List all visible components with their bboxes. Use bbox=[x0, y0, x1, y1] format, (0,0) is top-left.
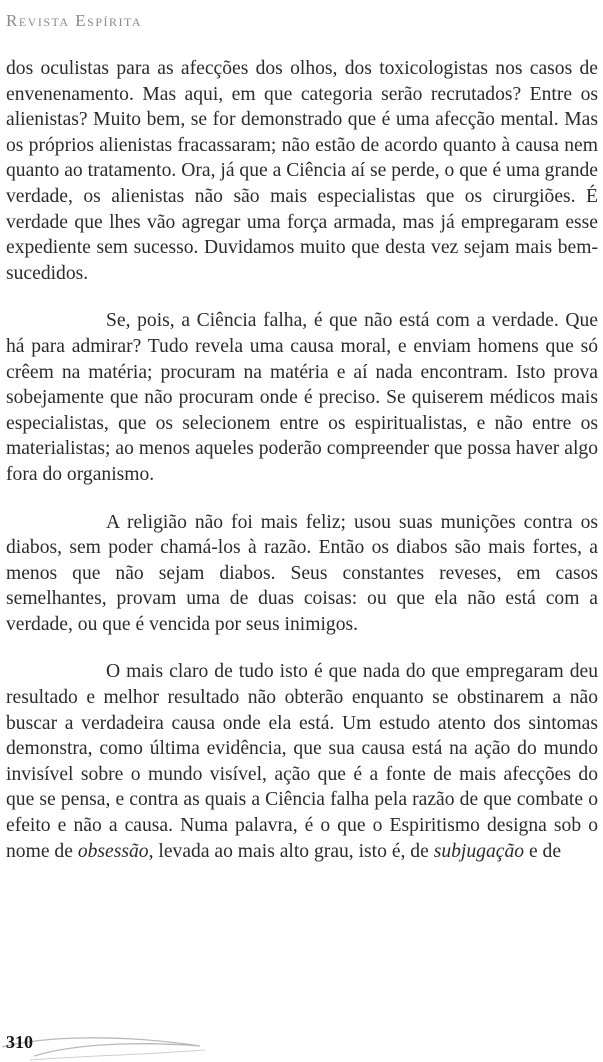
term-obsessao: obsessão bbox=[77, 840, 149, 862]
paragraph-4-text-c: e de bbox=[524, 840, 562, 862]
paragraph-4-text-a: O mais claro de tudo isto é que nada do que empregaram deu resultado e melhor resultado não obterão enquanto se obstinarem a não buscar a verdadeira causa onde ela está. Um estudo atento dos sintomas demonstra, como última evidência, que sua causa está na ação do mundo invisível sobre o mundo visível, ação que é a fonte de mais afecções do que se pensa, e contra as quais a Ciência falha pela razão de que combate o efeito e não a causa. Numa palavra, é o que o Espiritismo designa sob o nome de bbox=[6, 661, 598, 862]
page-body bbox=[6, 56, 598, 864]
paragraph-2: Se, pois, a Ciência falha, é que não está com a verdade. Que há para admirar? Tudo revela uma causa moral, e enviam homens que só crêem na matéria; procuram na matéria e aí nada encontram. Isto prova sobejamente que não procuram onde é preciso. Se quiserem médicos mais especialistas, que os selecionem entre os espiritualistas, e não entre os materialistas; ao menos aqueles poderão compreender que possa haver algo fora do organismo. bbox=[6, 310, 598, 485]
term-subjugacao: subjugação bbox=[433, 840, 525, 862]
page-number: 310 bbox=[6, 1032, 33, 1052]
paragraph-4-text-b: , levada ao mais alto grau, isto é, de bbox=[148, 840, 434, 862]
paragraph-3: A religião não foi mais feliz; usou suas munições contra os diabos, sem poder chamá-los à razão. Então os diabos são mais fortes, a menos que não sejam diabos. Seus constantes reveses, em casos semelhantes, provam uma de duas coisas: ou que ela não está com a verdade, ou que é vencida por seus inimigos. bbox=[6, 511, 598, 635]
running-header: Revista Espírita bbox=[6, 11, 143, 30]
paragraph-4 bbox=[6, 659, 598, 864]
paragraph-1: dos oculistas para as afecções dos olhos, dos toxicologistas nos casos de envenenamento. Mas aqui, em que categoria serão recrutados? Entre os alienistas? Muito bem, se for demonstrado que é uma afecção mental. Mas os próprios alienistas fracassaram; não estão de acordo quanto à causa nem quanto ao tratamento. Ora, já que a Ciência aí se perde, o que é uma grande verdade, os alienistas não são mais especialistas que os cirurgiões. É verdade que lhes vão agregar uma força armada, mas já empregaram esse expediente sem sucesso. Duvidamos muito que desta vez sejam mais bem-sucedidos. bbox=[6, 58, 598, 284]
